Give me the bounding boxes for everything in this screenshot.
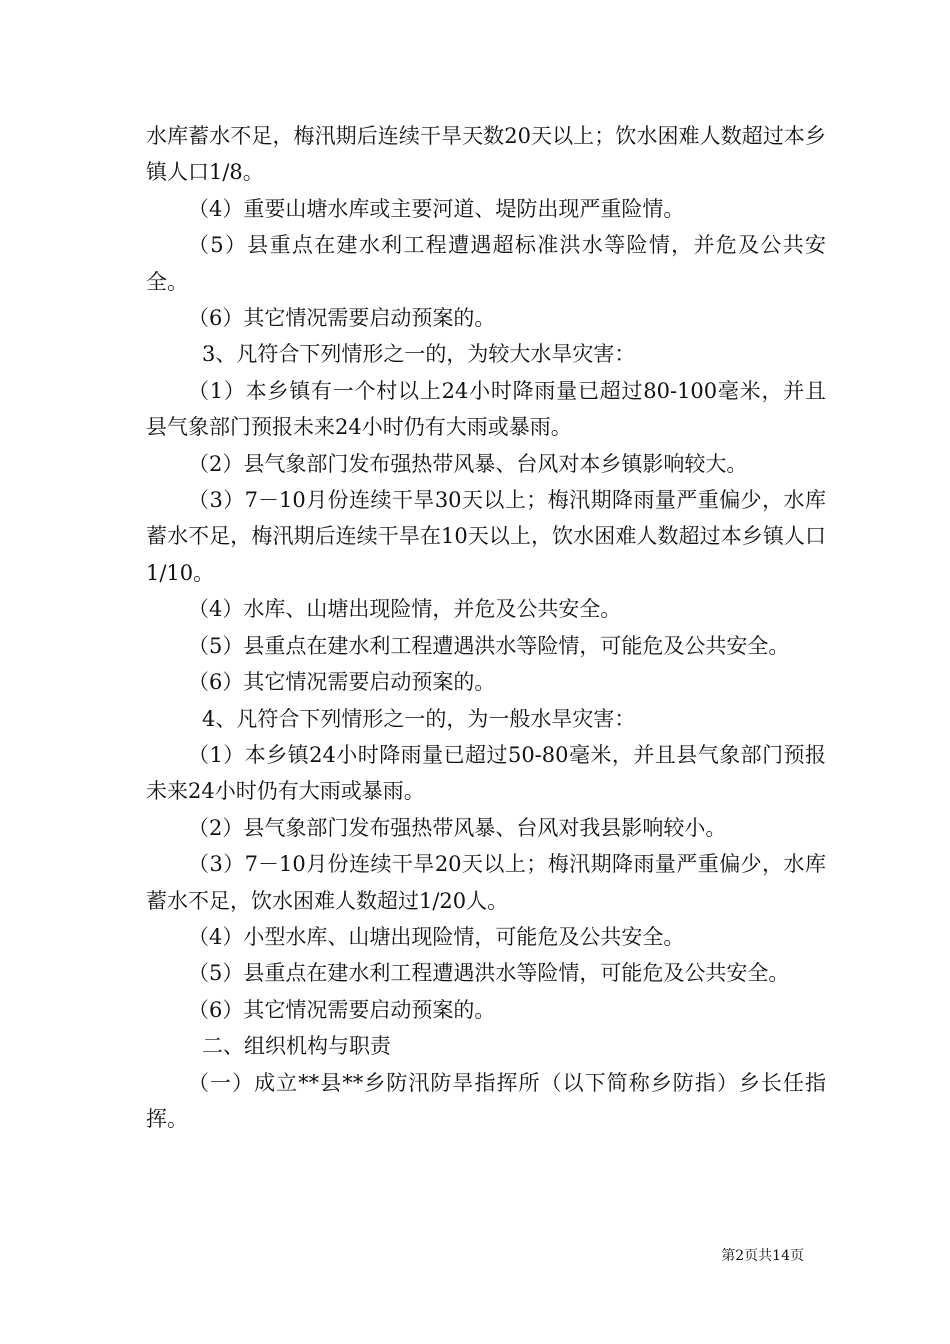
body-paragraph: （一）成立**县**乡防汛防旱指挥所（以下简称乡防指）乡长任指挥。 (146, 1070, 826, 1131)
body-paragraph: （1）本乡镇有一个村以上24小时降雨量已超过80-100毫米，并且县气象部门预报未来24小时仍有大雨或暴雨。 (146, 378, 826, 440)
body-paragraph: （2）县气象部门发布强热带风暴、台风对本乡镇影响较大。 (188, 451, 748, 476)
body-paragraph: （5）县重点在建水利工程遭遇洪水等险情，可能危及公共安全。 (188, 961, 790, 986)
body-paragraph: （5）县重点在建水利工程遭遇超标准洪水等险情，并危及公共安全。 (146, 233, 826, 294)
body-paragraph: （6）其它情况需要启动预案的。 (188, 670, 496, 695)
body-paragraph: （5）县重点在建水利工程遭遇洪水等险情，可能危及公共安全。 (188, 633, 790, 658)
document-body (146, 118, 826, 1137)
body-paragraph: （6）其它情况需要启动预案的。 (188, 306, 496, 331)
body-paragraph: （6）其它情况需要启动预案的。 (188, 997, 496, 1022)
page-number-footer: 第2页共14页 (721, 1248, 804, 1264)
body-paragraph: （1）本乡镇24小时降雨量已超过50-80毫米，并且县气象部门预报未来24小时仍有大雨或暴雨。 (146, 742, 826, 804)
body-paragraph: （3）7－10月份连续干旱30天以上；梅汛期降雨量严重偏少，水库蓄水不足，梅汛期后连续干旱在10天以上，饮水困难人数超过本乡镇人口1/10。 (146, 488, 826, 585)
body-paragraph: （4）重要山塘水库或主要河道、堤防出现严重险情。 (188, 196, 685, 221)
section-heading: 3、凡符合下列情形之一的，为较大水旱灾害： (202, 342, 636, 367)
section-heading: 二、组织机构与职责 (202, 1034, 391, 1059)
section-heading: 4、凡符合下列情形之一的，为一般水旱灾害： (202, 706, 636, 731)
body-paragraph: （4）小型水库、山塘出现险情，可能危及公共安全。 (188, 924, 685, 949)
body-paragraph: （4）水库、山塘出现险情，并危及公共安全。 (188, 597, 622, 622)
body-paragraph: 水库蓄水不足，梅汛期后连续干旱天数20天以上；饮水困难人数超过本乡镇人口1/8。 (146, 124, 826, 185)
body-paragraph: （3）7－10月份连续干旱20天以上；梅汛期降雨量严重偏少，水库蓄水不足，饮水困难人数超过1/20人。 (146, 852, 826, 913)
body-paragraph: （2）县气象部门发布强热带风暴、台风对我县影响较小。 (188, 815, 727, 840)
